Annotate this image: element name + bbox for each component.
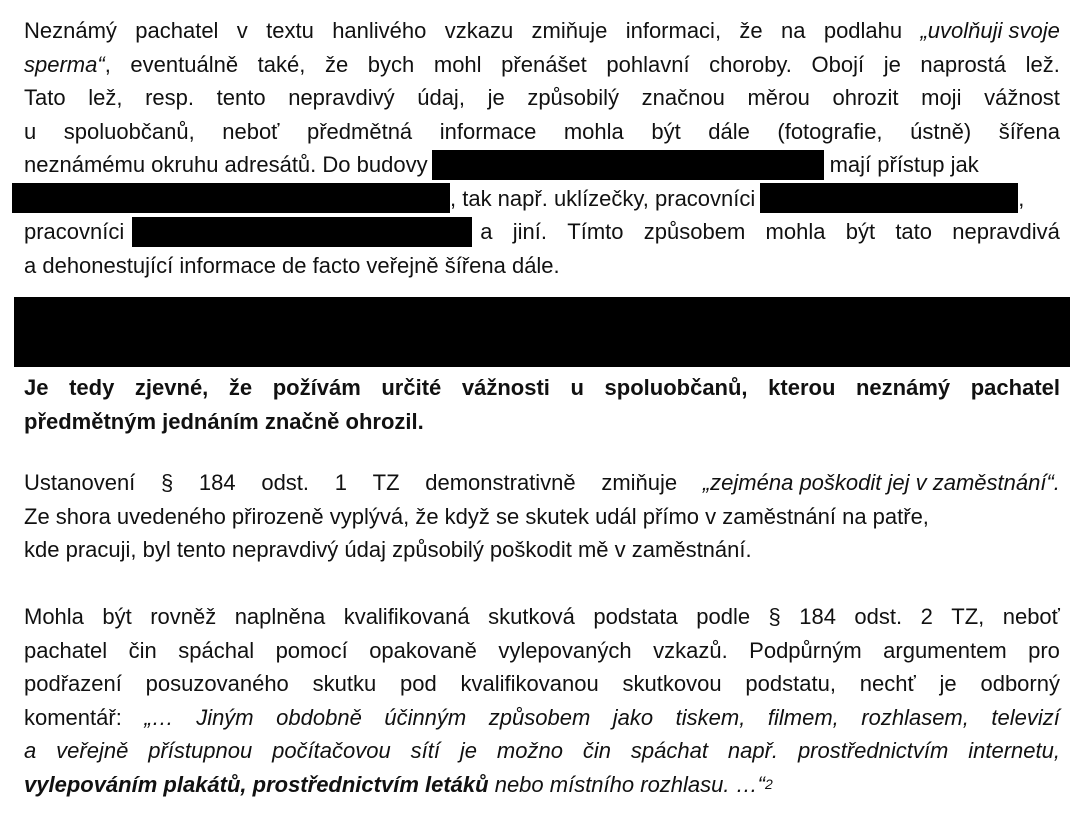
word: být (102, 604, 132, 629)
word: 1 (334, 470, 347, 495)
word: šířena (998, 118, 1060, 144)
quote-word: tiskem, (675, 704, 746, 730)
word: moji (921, 85, 962, 110)
word: vážnosti (461, 375, 550, 400)
word: TZ, (951, 604, 985, 629)
word: vážnost (984, 85, 1060, 110)
word: tedy (69, 375, 115, 400)
word: zjevné, (134, 375, 209, 400)
word: § (160, 470, 174, 495)
word: podstata (593, 604, 678, 629)
word: podstatu, (745, 671, 836, 696)
word: že (324, 51, 349, 77)
word: měrou (747, 85, 810, 110)
word: vzkazů. (653, 637, 728, 663)
word: kvalifikovaná (343, 604, 470, 629)
word: spáchal (178, 637, 255, 663)
word: nepravdivý (288, 85, 395, 110)
word: TZ (372, 470, 400, 495)
word: podlahu (823, 18, 903, 43)
text-fragment: neznámému okruhu adresátů. Do budovy (24, 152, 428, 177)
paragraph-1 (24, 14, 1060, 282)
word: ústně) (910, 118, 972, 144)
quote-word: filmem, (767, 704, 839, 730)
word: informaci, (625, 18, 722, 43)
quote-word: sperma“, (24, 51, 111, 77)
word: pro (1028, 637, 1060, 663)
word: informace (439, 118, 537, 144)
quote-word: čin (582, 738, 611, 763)
text-fragment: mají přístup jak (829, 152, 979, 177)
word: odst. (854, 604, 903, 629)
quote-word: veřejně (56, 738, 129, 763)
word: argumentem (883, 637, 1007, 663)
word: zmiňuje (601, 470, 678, 495)
p1-line-8 (24, 249, 1060, 283)
word: Tato (24, 85, 66, 110)
quote-word: spáchat (630, 738, 708, 763)
redaction-box (132, 217, 472, 247)
word: čin (128, 637, 157, 663)
word: pohlavní (606, 51, 690, 77)
word: hanlivého (332, 18, 427, 43)
word: Ustanovení (24, 470, 136, 495)
paragraph-2 (24, 371, 1060, 438)
word: naprostá (920, 51, 1007, 77)
word: kterou (768, 375, 836, 400)
word: bych (367, 51, 415, 77)
word: v (236, 18, 248, 43)
word: § (768, 604, 781, 629)
word: (fotografie, (777, 118, 883, 144)
word: skutkovou (622, 671, 722, 696)
redaction-box (12, 183, 450, 213)
p1-line-1 (24, 14, 1060, 48)
word: neboť (1002, 604, 1060, 629)
word: značnou (641, 85, 725, 110)
word: tento (216, 85, 266, 110)
p4-line-2 (24, 634, 1060, 668)
p2-line-2 (24, 405, 1060, 439)
p4-line-4 (24, 701, 1060, 735)
paragraph-3 (24, 466, 1060, 567)
word: že (739, 18, 763, 43)
word: rovněž (150, 604, 217, 629)
word: Podpůrným (749, 637, 862, 663)
quote-word: televizí (991, 704, 1060, 730)
p4-line-1 (24, 600, 1060, 634)
redaction-box (432, 150, 824, 180)
p3-line-2 (24, 500, 1060, 534)
word: je (487, 85, 505, 110)
word: přenášet (501, 51, 587, 77)
word: určité (381, 375, 442, 400)
text-fragment: , (1018, 185, 1025, 211)
text-fragment: , tak např. uklízečky, pracovníci (450, 185, 756, 211)
word: lež, (88, 85, 123, 110)
word: pachatel (135, 18, 219, 43)
word: odborný (980, 671, 1060, 696)
word: že (228, 375, 253, 400)
word: eventuálně (130, 51, 239, 77)
word: podle (696, 604, 751, 629)
quote-word: internetu, (968, 738, 1060, 763)
quote-word: jako (612, 704, 654, 730)
quote-word: Jiným (196, 704, 254, 730)
p3-line-3 (24, 533, 1060, 567)
word: demonstrativně (425, 470, 576, 495)
word: odst. (261, 470, 310, 495)
word: u (570, 375, 584, 400)
text-fragment: Ze shora uvedeného přirozeně vyplývá, že když se skutek udál přímo v zaměstnání na patře, (24, 503, 929, 529)
quote-word: „… (144, 704, 174, 730)
quote-word: účinným (384, 704, 467, 730)
text-fragment: předmětným jednáním značně ohrozil. (24, 408, 424, 434)
p3-line-1 (24, 466, 1060, 500)
p1-line-4 (24, 115, 1060, 149)
word: vylepovaných (498, 637, 632, 663)
word: neboť (222, 118, 280, 144)
quote: „zejména poškodit jej v zaměstnání“. (702, 470, 1060, 495)
word: posuzovaného (145, 671, 289, 696)
word: způsobilý (527, 85, 620, 110)
word: podřazení (24, 671, 122, 696)
quote-word: obdobně (276, 704, 362, 730)
p4-line-3 (24, 667, 1060, 701)
quote-word: počítačovou (272, 738, 391, 763)
word: Je (24, 375, 49, 400)
quote-word: sítí (410, 738, 440, 763)
word: je (939, 671, 957, 696)
word: opakovaně (369, 637, 477, 663)
word: pod (400, 671, 437, 696)
p1-line-5 (24, 148, 1060, 182)
word: vzkazu (444, 18, 514, 43)
quote-word: je (459, 738, 478, 763)
word: pomocí (275, 637, 348, 663)
word: kvalifikovanou (460, 671, 599, 696)
text-fragment: a jiní. Tímto způsobem mohla být tato nepravdivá (480, 219, 1060, 244)
word: zmiňuje (531, 18, 608, 43)
word: pachatel (24, 637, 108, 663)
text-fragment: kde pracuji, byl tento nepravdivý údaj způsobilý poškodit mě v zaměstnání. (24, 537, 752, 562)
word: skutková (488, 604, 575, 629)
word: také, (257, 51, 306, 77)
word: nechť (859, 671, 916, 696)
redaction-box (760, 183, 1018, 213)
word: spoluobčanů, (63, 118, 195, 144)
word: spoluobčanů, (604, 375, 748, 400)
paragraph-4 (24, 600, 1060, 801)
p2-line-1 (24, 371, 1060, 405)
word: ohrozit (832, 85, 899, 110)
redaction-block (14, 297, 1070, 367)
word: naplněna (234, 604, 326, 629)
word: neznámý (855, 375, 951, 400)
word: mohla (563, 118, 624, 144)
word: pachatel (970, 375, 1060, 400)
text-fragment: a dehonestující informace de facto veřejně šířena dále. (24, 252, 560, 278)
word: je (883, 51, 901, 77)
word: požívám (272, 375, 361, 400)
text-fragment: pracovníci (24, 219, 125, 244)
p1-line-6 (12, 182, 1060, 216)
word: údaj, (417, 85, 465, 110)
word: předmětná (306, 118, 413, 144)
p4-line-6: vylepováním plakátů, prostřednictvím letáků nebo místního rozhlasu. …“ 2 (24, 768, 1060, 802)
word: být (651, 118, 681, 144)
quote-word: rozhlasem, (861, 704, 969, 730)
quote-word: přístupnou (148, 738, 253, 763)
p4-line-5 (24, 734, 1060, 768)
bold-quote: vylepováním plakátů, prostřednictvím letáků (24, 771, 489, 797)
word: skutku (312, 671, 377, 696)
word: textu (266, 18, 314, 43)
word: lež. (1025, 51, 1060, 77)
word: dále (708, 118, 750, 144)
word: 184 (799, 604, 836, 629)
word: komentář: (24, 704, 122, 730)
word: resp. (145, 85, 195, 110)
word: Neznámý (24, 18, 117, 43)
word: mohl (433, 51, 482, 77)
word: na (781, 18, 806, 43)
p1-line-7 (24, 215, 1060, 249)
word: Mohla (24, 604, 84, 629)
word: 184 (198, 470, 236, 495)
quote-word: možno (496, 738, 563, 763)
word: Obojí (811, 51, 865, 77)
word: u (24, 118, 37, 144)
quote-word: a (24, 738, 37, 763)
quote-word: způsobem (488, 704, 591, 730)
quote-word: prostřednictvím (797, 738, 949, 763)
quote-end: nebo místního rozhlasu. …“ (488, 771, 765, 797)
p1-line-2 (24, 48, 1060, 82)
p1-line-3 (24, 81, 1060, 115)
word: choroby. (709, 51, 792, 77)
word: 2 (920, 604, 933, 629)
quote-word: např. (727, 738, 779, 763)
quote: „uvolňuji svoje (920, 18, 1060, 43)
